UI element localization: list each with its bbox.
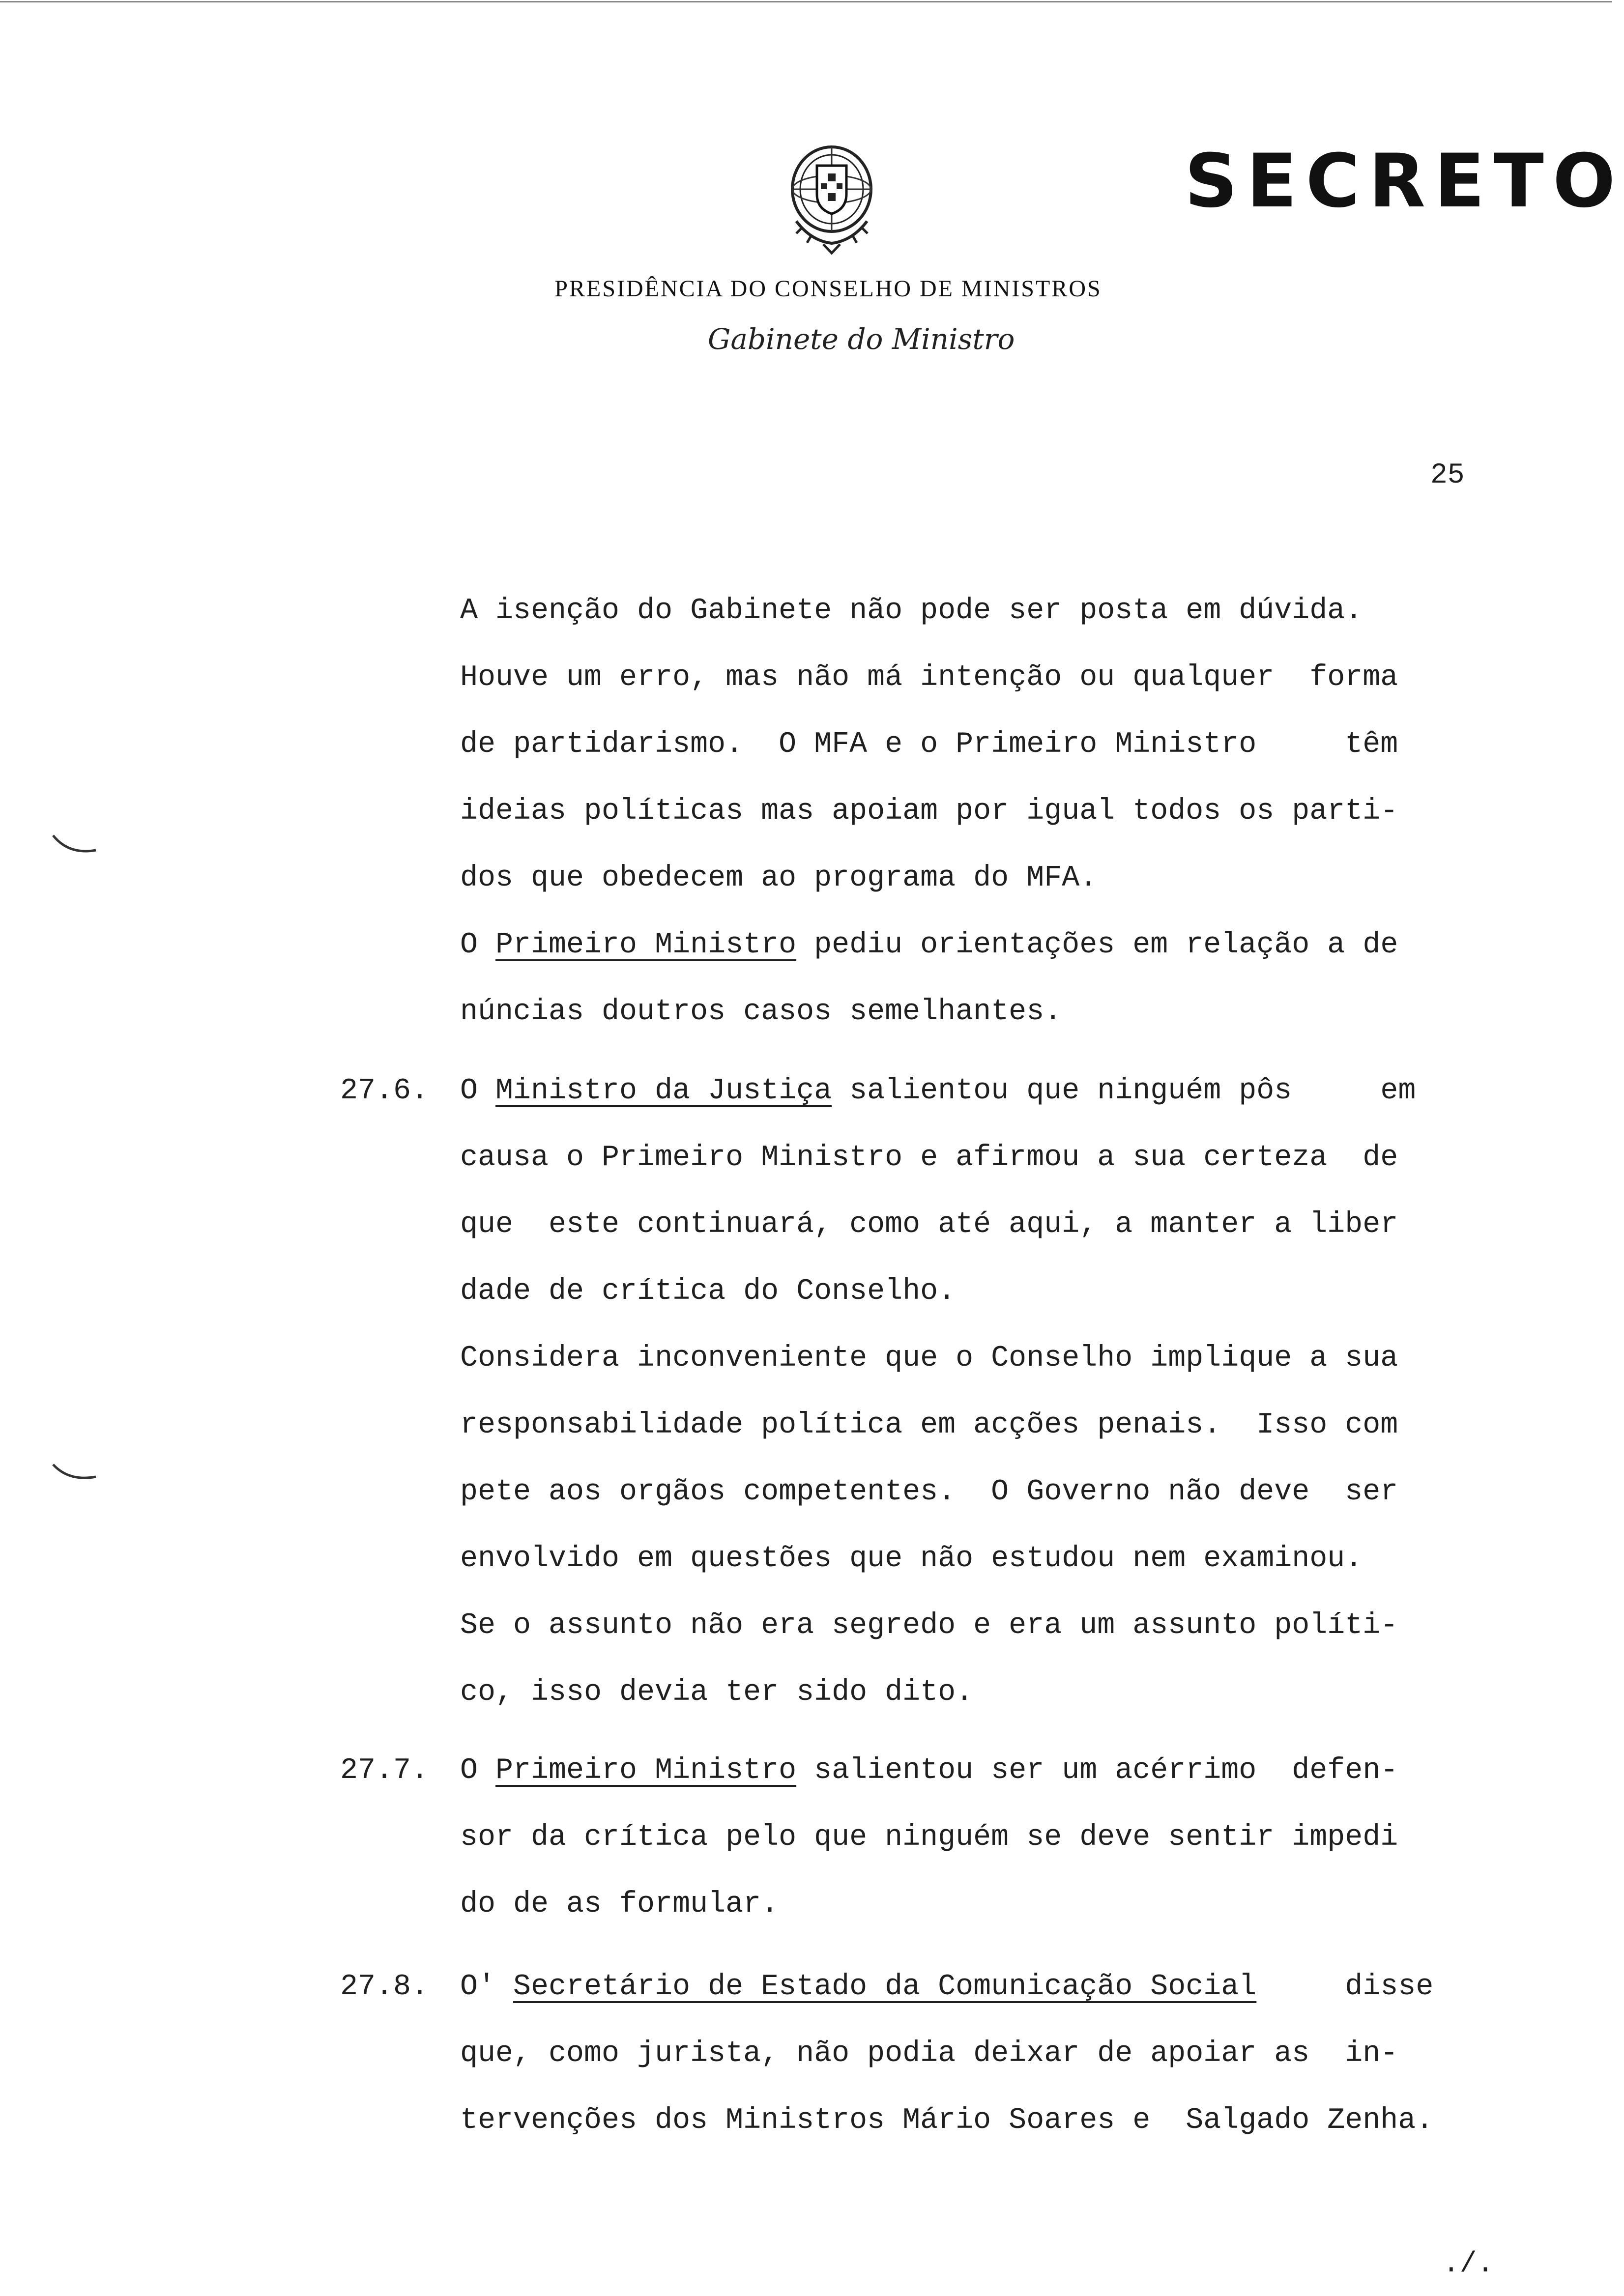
text-line: que este continuará, como até aqui, a manter a liber xyxy=(460,1208,1398,1241)
item-27-8-paragraph xyxy=(460,1953,1512,2154)
text-line: ideias políticas mas apoiam por igual todos os parti- xyxy=(460,795,1398,828)
text-line: O' Secretário de Estado da Comunicação Social disse xyxy=(460,1970,1434,2004)
intro-paragraph xyxy=(460,577,1512,1045)
speaker-name: Ministro da Justiça xyxy=(495,1074,832,1108)
item-number: 27.7. xyxy=(340,1754,429,1787)
text-line: do de as formular. xyxy=(460,1888,779,1921)
speaker-name: Secretário de Estado da Comunicação Social xyxy=(513,1970,1257,2004)
punch-hole-mark xyxy=(49,831,103,860)
item-27-6-paragraph xyxy=(460,1058,1512,1726)
speaker-name: Primeiro Ministro xyxy=(495,928,797,962)
item-27-7-paragraph xyxy=(460,1737,1512,1938)
text-line: causa o Primeiro Ministro e afirmou a sua certeza de xyxy=(460,1141,1398,1175)
text-line: O Primeiro Ministro pediu orientações em relação a de xyxy=(460,928,1398,962)
punch-hole-mark xyxy=(49,1460,103,1489)
text-line: A isenção do Gabinete não pode ser posta em dúvida. xyxy=(460,594,1363,628)
text-line: dade de crítica do Conselho. xyxy=(460,1275,956,1308)
text-line: dos que obedecem ao programa do MFA. xyxy=(460,861,1098,895)
top-border-line xyxy=(0,1,1612,2)
continuation-mark: ./. xyxy=(1443,2248,1494,2280)
text-line: Se o assunto não era segredo e era um assunto políti- xyxy=(460,1609,1398,1642)
text-line: que, como jurista, não podia deixar de apoiar as in- xyxy=(460,2037,1398,2070)
cabinet-handwritten-label xyxy=(698,315,1015,369)
text-line: de partidarismo. O MFA e o Primeiro Ministro têm xyxy=(460,728,1398,761)
text-line: núncias doutros casos semelhantes. xyxy=(460,995,1062,1029)
page-number: 25 xyxy=(1430,459,1465,491)
text-line: pete aos orgãos competentes. O Governo não deve ser xyxy=(460,1475,1398,1509)
speaker-name: Primeiro Ministro xyxy=(495,1754,797,1787)
classification-stamp: SECRETO xyxy=(1185,139,1624,224)
text-line: responsabilidade política em acções penais. Isso com xyxy=(460,1408,1398,1442)
text-line: sor da crítica pelo que ninguém se deve sentir impedi xyxy=(460,1821,1398,1854)
item-number: 27.8. xyxy=(340,1970,429,2004)
office-title: PRESIDÊNCIA DO CONSELHO DE MINISTROS xyxy=(554,276,1102,302)
text-line: Considera inconveniente que o Conselho implique a sua xyxy=(460,1342,1398,1375)
text-line: envolvido em questões que não estudou nem examinou. xyxy=(460,1542,1363,1576)
svg-text:Gabinete do Ministro: Gabinete do Ministro xyxy=(708,322,1015,356)
text-line: tervenções dos Ministros Mário Soares e Salgado Zenha. xyxy=(460,2104,1434,2137)
coat-of-arms-seal-icon xyxy=(777,135,887,256)
item-number: 27.6. xyxy=(340,1074,429,1108)
text-line: co, isso devia ter sido dito. xyxy=(460,1676,974,1709)
text-line: O Primeiro Ministro salientou ser um acérrimo defen- xyxy=(460,1754,1398,1787)
text-line: O Ministro da Justiça salientou que ninguém pôs em xyxy=(460,1074,1416,1108)
text-line: Houve um erro, mas não má intenção ou qualquer forma xyxy=(460,661,1398,694)
